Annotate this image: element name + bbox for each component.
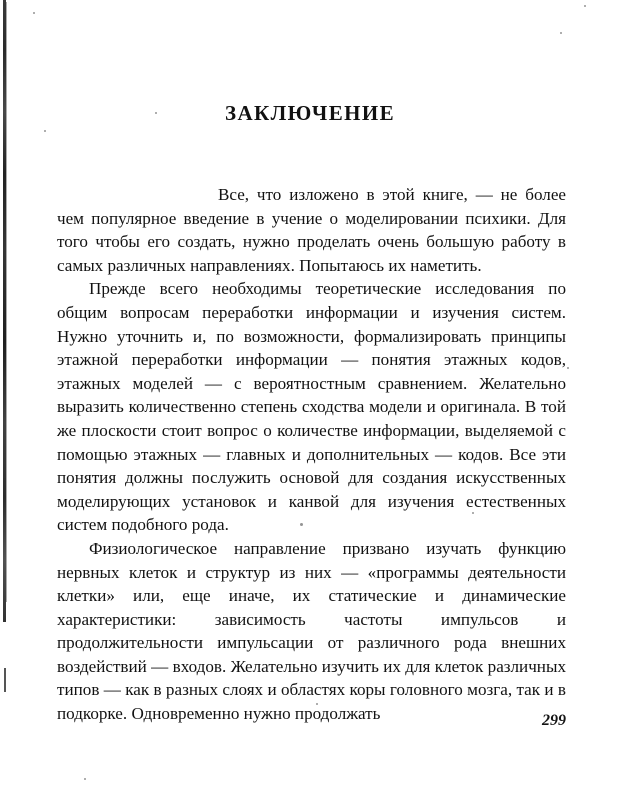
paragraph: Прежде всего необходимы теоретические исследования по общим вопросам переработки информации и изучения систем. Нужно уточнить и, по возможности, формализировать принципы этажной переработки информации — понятия этажных кодов, этажных моделей — с вероятностным сравнением. Желательно выразить количественно степень сходства модели и оригинала. В той же плоскости стоит вопрос о количестве информации, выделяемой с помощью этажных — главных и дополнительных — кодов. Все эти понятия должны послужить основой для создания искусственных моделирующих установок и канвой для изучения естественных систем подобного рода. (57, 279, 566, 535)
scan-speck (84, 778, 86, 780)
paragraph: Все, что изложено в этой книге, — не более чем популярное введение в учение о моделировании психики. Для того чтобы его создать, нужно проделать очень большую работу в самых различных направлениях. Попытаюсь их наметить. (57, 185, 566, 275)
scan-speck (44, 130, 46, 132)
body-text-column (57, 183, 566, 726)
page-title: ЗАКЛЮЧЕНИЕ (224, 101, 396, 125)
scan-speck (567, 367, 569, 369)
scan-speck (560, 32, 562, 34)
scan-edge-fragment-artifact (4, 668, 6, 692)
paragraph: Физиологическое направление призвано изучать функцию нервных клеток и структур из них — «программы деятельности клетки» или, еще иначе, их статические и динамические характеристики: зависимость частоты импульсов и продолжительности импульсации от различного рода внешних воздействий — входов. Желательно изучить их для клеток различных типов — как в разных слоях и областях коры головного мозга, так и в подкорке. Одновременно нужно продолжать (57, 538, 566, 724)
scan-speck (584, 5, 586, 7)
scan-binding-edge-secondary-artifact (6, 2, 7, 602)
page-number: 299 (542, 712, 566, 729)
scan-speck (33, 12, 35, 14)
